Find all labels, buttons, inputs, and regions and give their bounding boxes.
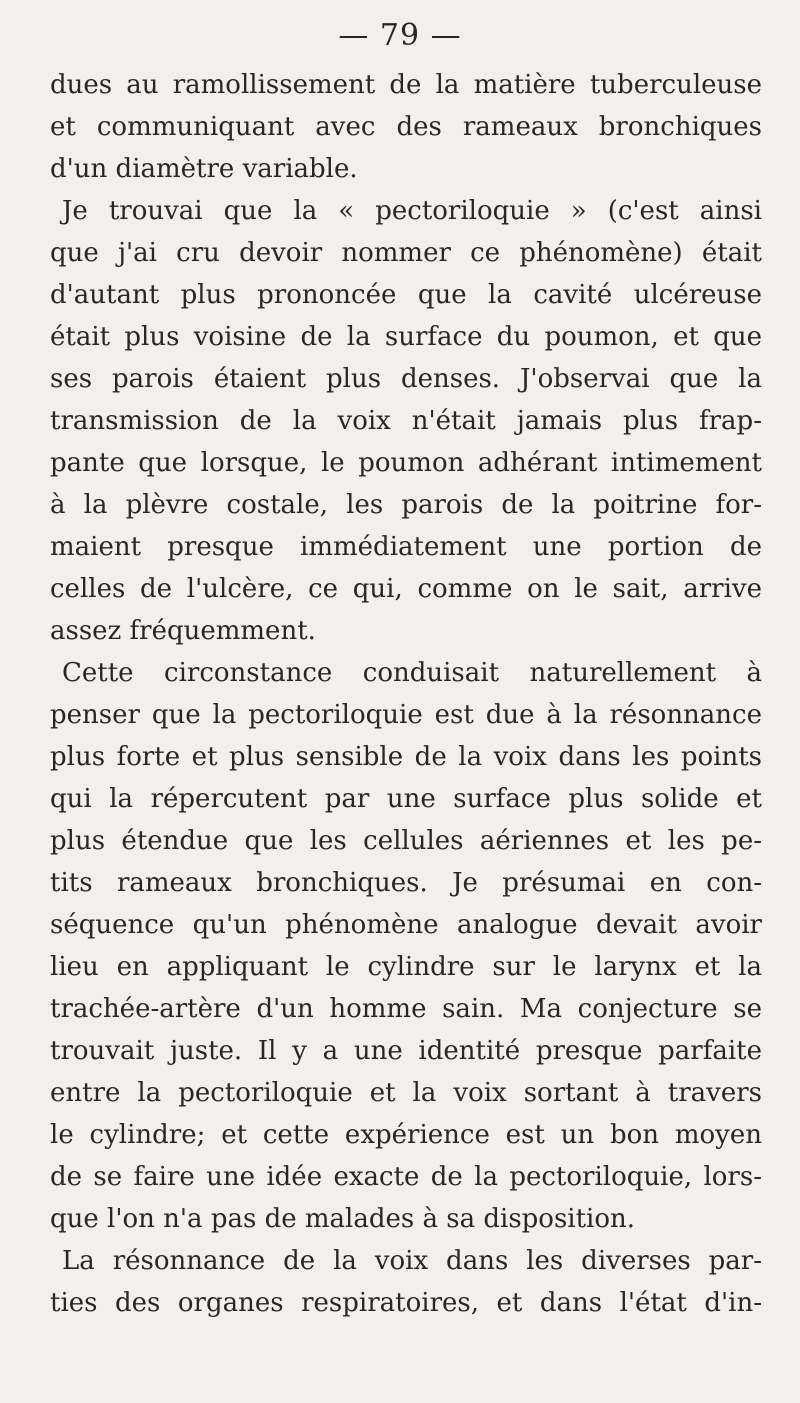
text-line: séquence qu'un phénomène analogue devait avoir	[50, 910, 762, 940]
text-line: que j'ai cru devoir nommer ce phénomène) était	[50, 238, 762, 268]
text-line: qui la répercutent par une surface plus solide et	[50, 784, 762, 814]
text-line: que l'on n'a pas de malades à sa disposition.	[50, 1204, 636, 1234]
text-line: de se faire une idée exacte de la pectoriloquie, lors-	[50, 1162, 762, 1192]
text-line: entre la pectoriloquie et la voix sortant à travers	[50, 1078, 762, 1108]
page-number: — 79 —	[338, 18, 462, 53]
text-line: assez fréquemment.	[50, 616, 316, 646]
text-line: ses parois étaient plus denses. J'observai que la	[50, 364, 762, 394]
text-line: transmission de la voix n'était jamais plus frap-	[50, 406, 762, 436]
text-line: La résonnance de la voix dans les diverses par-	[62, 1246, 762, 1276]
text-line: celles de l'ulcère, ce qui, comme on le sait, arrive	[50, 574, 762, 604]
text-line: d'un diamètre variable.	[50, 154, 358, 184]
text-line: plus forte et plus sensible de la voix dans les points	[50, 742, 762, 772]
text-line: maient presque immédiatement une portion de	[50, 532, 762, 562]
text-line: pante que lorsque, le poumon adhérant intimement	[50, 448, 762, 478]
text-line: à la plèvre costale, les parois de la poitrine for-	[50, 490, 762, 520]
text-line: plus étendue que les cellules aériennes et les pe-	[50, 826, 762, 856]
text-line: le cylindre; et cette expérience est un bon moyen	[50, 1120, 762, 1150]
text-line: dues au ramollissement de la matière tuberculeuse	[50, 70, 762, 100]
body-text	[50, 64, 762, 1324]
text-line: lieu en appliquant le cylindre sur le larynx et la	[50, 952, 762, 982]
text-line: penser que la pectoriloquie est due à la résonnance	[50, 700, 762, 730]
text-line: tits rameaux bronchiques. Je présumai en con-	[50, 868, 762, 898]
text-line: trouvait juste. Il y a une identité presque parfaite	[50, 1036, 762, 1066]
text-line: ties des organes respiratoires, et dans l'état d'in-	[50, 1288, 762, 1318]
text-line: Cette circonstance conduisait naturellement à	[62, 658, 762, 688]
text-line: d'autant plus prononcée que la cavité ulcéreuse	[50, 280, 762, 310]
text-line: était plus voisine de la surface du poumon, et que	[50, 322, 762, 352]
text-line: et communiquant avec des rameaux bronchiques	[50, 112, 762, 142]
text-line: Je trouvai que la « pectoriloquie » (c'est ainsi	[62, 196, 762, 226]
text-line: trachée-artère d'un homme sain. Ma conjecture se	[50, 994, 762, 1024]
